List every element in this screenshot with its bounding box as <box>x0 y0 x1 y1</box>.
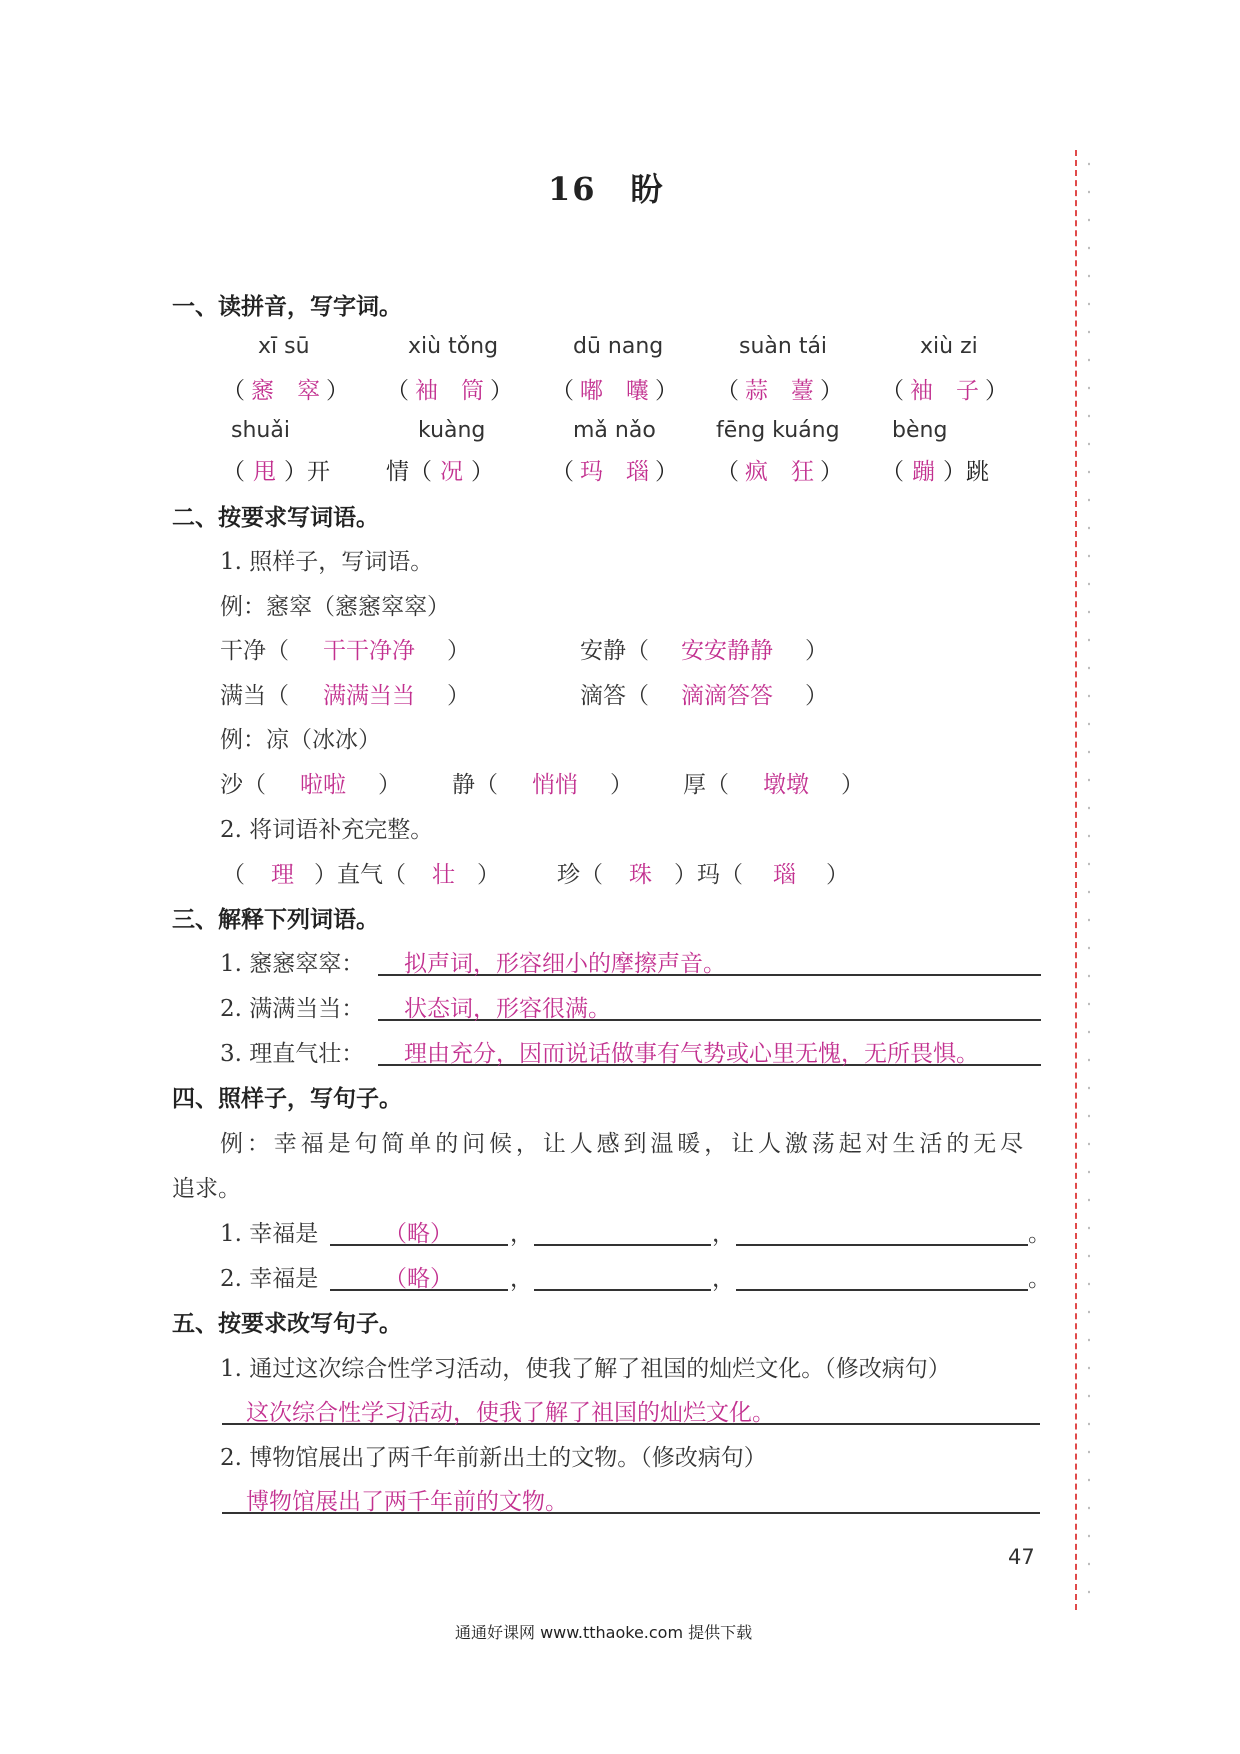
comma: ， <box>510 1221 533 1247</box>
answer: 满满当当 <box>323 683 415 709</box>
answer: 这次综合性学习活动，使我了解了祖国的灿烂文化。 <box>246 1400 775 1426</box>
answer: 理由充分，因而说话做事有气势或心里无愧，无所畏惧。 <box>404 1041 979 1067</box>
word-item: 滴答（ 滴滴答答 ） <box>580 677 828 710</box>
answer: 瑙 <box>773 862 796 888</box>
comma: ， <box>712 1266 735 1292</box>
period: 。 <box>1028 1266 1051 1292</box>
definition-label: 2. 满满当当： <box>220 996 365 1022</box>
pinyin: fēng kuáng <box>716 418 840 443</box>
answer: 安安静静 <box>681 638 773 664</box>
example: 例：窸窣（窸窸窣窣） <box>220 594 450 620</box>
word-item: 厚（ 墩墩 ） <box>683 766 864 799</box>
word-item: 干净（ 干干净净 ） <box>220 632 470 665</box>
answer-box: （ 嘟 囔 ） <box>551 372 678 405</box>
answer: 状态词，形容很满。 <box>404 996 611 1022</box>
section2-heading: 二、按要求写词语。 <box>172 505 379 531</box>
prefix: 情 <box>386 459 409 485</box>
answer: 蹦 <box>912 459 935 485</box>
answer: 壮 <box>432 862 455 888</box>
answer: 干干净净 <box>323 638 415 664</box>
page-number: 47 <box>1008 1545 1035 1569</box>
word-item: 静（ 悄悄 ） <box>452 766 633 799</box>
comma: ， <box>510 1266 533 1292</box>
word-item: 满当（ 满满当当 ） <box>220 677 470 710</box>
answer: 甩 <box>253 459 276 485</box>
answer-box: 情 （ 况 ） <box>386 453 494 486</box>
margin-dotted-line <box>1088 150 1090 1610</box>
pinyin: suàn tái <box>739 334 828 359</box>
word-item: 安静（ 安安静静 ） <box>580 632 828 665</box>
answer-line <box>534 1244 711 1246</box>
example-sentence: 例：幸福是句简单的问候，让人感到温暖，让人激荡起对生活的无尽 <box>220 1131 1027 1157</box>
section4-heading: 四、照样子，写句子。 <box>172 1086 402 1112</box>
suffix: 开 <box>307 459 330 485</box>
answer: 博物馆展出了两千年前的文物。 <box>246 1489 568 1515</box>
fill-item: （ 理 ） 直气（ 壮 ） <box>222 856 500 889</box>
answer: 拟声词，形容细小的摩擦声音。 <box>404 951 726 977</box>
pinyin: dū nang <box>573 334 664 359</box>
answer: 啦啦 <box>300 772 346 798</box>
answer-box: （ 袖 子 ） <box>881 372 1008 405</box>
answer: 滴滴答答 <box>681 683 773 709</box>
definition-label: 3. 理直气壮： <box>220 1041 365 1067</box>
answer-line <box>736 1244 1028 1246</box>
answer-box: （ 窸 窣 ） <box>222 372 349 405</box>
footer-text: 通通好课网 www.tthaoke.com 提供下载 <box>455 1623 753 1642</box>
answer-box: （ 玛 瑙 ） <box>551 453 678 486</box>
answer: 况 <box>440 459 463 485</box>
pinyin: kuàng <box>418 418 486 443</box>
question: 2. 博物馆展出了两千年前新出土的文物。（修改病句） <box>220 1445 767 1471</box>
example: 例：凉（冰冰） <box>220 727 381 753</box>
suffix: 跳 <box>966 459 989 485</box>
answer-box: （ 甩 ） 开 <box>222 453 330 486</box>
sentence-label: 2. 幸福是 <box>220 1266 319 1292</box>
answer: （略） <box>384 1266 453 1292</box>
page-title: 16 盼 <box>548 170 665 208</box>
pinyin: xiù zi <box>920 334 978 359</box>
answer: 疯 狂 <box>745 459 814 485</box>
answer: （略） <box>384 1221 453 1247</box>
answer-box: （ 袖 筒 ） <box>386 372 513 405</box>
word-item: 沙（ 啦啦 ） <box>220 766 401 799</box>
pinyin: xiù tǒng <box>408 334 499 359</box>
pinyin: xī sū <box>258 334 310 359</box>
sentence-label: 1. 幸福是 <box>220 1221 319 1247</box>
answer-box: （ 疯 狂 ） <box>716 453 843 486</box>
margin-dashed-line <box>1075 150 1077 1610</box>
answer-box: （ 蹦 ） 跳 <box>881 453 989 486</box>
answer: 玛 瑙 <box>580 459 649 485</box>
answer: 珠 <box>629 862 652 888</box>
section3-heading: 三、解释下列词语。 <box>172 907 379 933</box>
example-sentence: 追求。 <box>172 1176 241 1202</box>
answer-line <box>736 1289 1028 1291</box>
answer: 墩墩 <box>763 772 809 798</box>
section5-heading: 五、按要求改写句子。 <box>172 1311 402 1337</box>
answer-box: （ 蒜 薹 ） <box>716 372 843 405</box>
answer: 嘟 囔 <box>580 378 649 404</box>
pinyin: bèng <box>892 418 948 443</box>
answer: 蒜 薹 <box>745 378 814 404</box>
answer: 理 <box>271 862 294 888</box>
section1-heading: 一、读拼音，写字词。 <box>172 294 402 320</box>
answer: 袖 筒 <box>415 378 484 404</box>
answer-line <box>534 1289 711 1291</box>
answer: 袖 子 <box>910 378 979 404</box>
definition-label: 1. 窸窸窣窣： <box>220 951 365 977</box>
comma: ， <box>712 1221 735 1247</box>
period: 。 <box>1028 1221 1051 1247</box>
pinyin: shuǎi <box>231 418 290 443</box>
question: 1. 照样子，写词语。 <box>220 549 434 575</box>
answer: 窸 窣 <box>251 378 320 404</box>
pinyin: mǎ nǎo <box>573 418 656 443</box>
answer: 悄悄 <box>532 772 578 798</box>
question: 1. 通过这次综合性学习活动，使我了解了祖国的灿烂文化。（修改病句） <box>220 1356 951 1382</box>
fill-item: 珍（ 珠 ）玛（ 瑙 ） <box>557 856 849 889</box>
question: 2. 将词语补充完整。 <box>220 817 434 843</box>
